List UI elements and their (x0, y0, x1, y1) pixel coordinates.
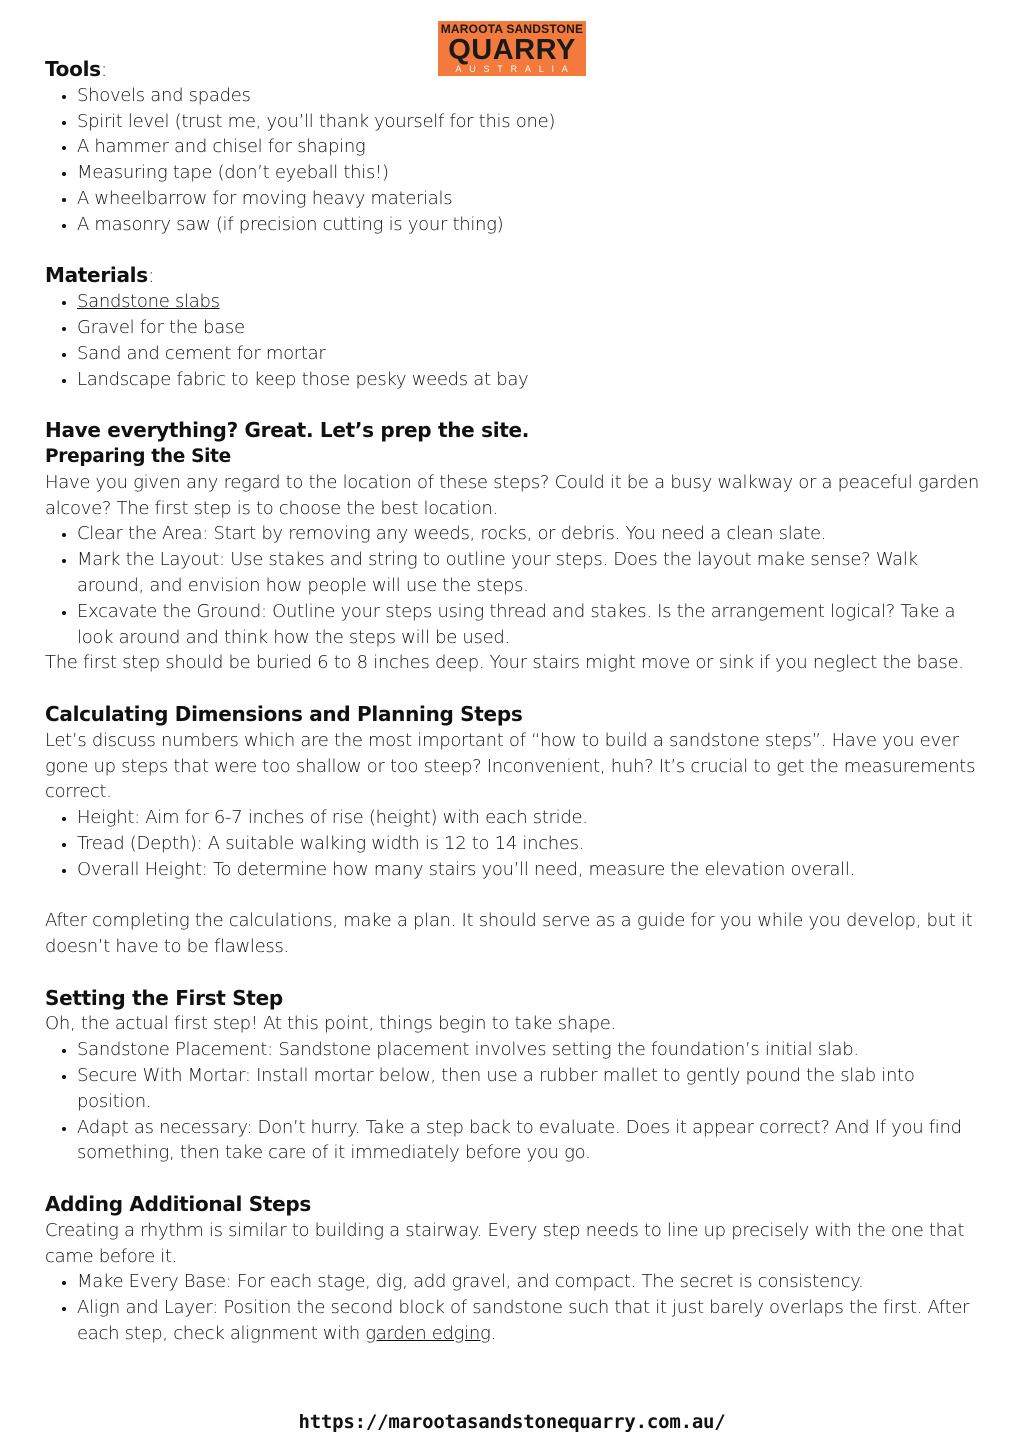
materials-heading: Materials: (45, 263, 155, 288)
garden-edging-link[interactable]: garden edging (365, 1323, 491, 1345)
list-item: • Height: Aim for 6-7 inches of rise (height) with each stride. (77, 805, 985, 831)
document-body (45, 57, 985, 1347)
list-item: • Landscape fabric to keep those pesky weeds at bay (77, 367, 985, 393)
list-item: • Overall Height: To determine how many stairs you’ll need, measure the elevation overall. (77, 857, 985, 883)
additional-list (45, 1269, 985, 1346)
first-step-list (45, 1037, 985, 1166)
prep-heading: Have everything? Great. Let’s prep the site. (45, 418, 530, 443)
list-item: • Align and Layer: Position the second block of sandstone such that it just barely overlaps the first. After each step, check alignment with garden edging. (77, 1295, 985, 1347)
list-item: • Measuring tape (don’t eyeball this!) (77, 160, 985, 186)
prep-list (45, 521, 985, 650)
list-item: • Excavate the Ground: Outline your steps using thread and stakes. Is the arrangement logical? Take a look around and think how the steps will be used. (77, 599, 985, 651)
list-item (77, 289, 985, 315)
first-step-heading: Setting the First Step (45, 985, 283, 1010)
dimensions-list (45, 805, 985, 882)
first-step-intro: Oh, the actual first step! At this point, things begin to take shape. (45, 1013, 616, 1035)
dimensions-intro: Let’s discuss numbers which are the most important of “how to build a sandstone steps”. Have you ever gone up steps that were too shallow or too steep? Inconvenient, huh? It’s crucial to get the measurements correct. (45, 729, 976, 803)
footer-url[interactable]: https://marootasandstonequarry.com.au/ (298, 1411, 726, 1433)
list-item: • A hammer and chisel for shaping (77, 134, 985, 160)
logo-line-2: QUARRY (448, 34, 576, 66)
list-item: • Tread (Depth): A suitable walking width is 12 to 14 inches. (77, 831, 985, 857)
prep-subheading: Preparing the Site (45, 445, 231, 467)
logo-line-1: MAROOTA SANDSTONE (440, 22, 584, 36)
logo-line-3: AUSTRALIA (455, 64, 576, 74)
list-item: • Mark the Layout: Use stakes and string to outline your steps. Does the layout make sense? Walk around, and envision how people will use the steps. (77, 547, 985, 599)
list-item: • Make Every Base: For each stage, dig, add gravel, and compact. The secret is consistency. (77, 1269, 985, 1295)
list-item: • Sand and cement for mortar (77, 341, 985, 367)
list-item: • Secure With Mortar: Install mortar below, then use a rubber mallet to gently pound the slab into position. (77, 1063, 985, 1115)
additional-heading: Adding Additional Steps (45, 1192, 312, 1217)
list-item: • A masonry saw (if precision cutting is your thing) (77, 212, 985, 238)
dimensions-outro: After completing the calculations, make a plan. It should serve as a guide for you while you develop, but it doesn’t have to be flawless. (45, 910, 973, 958)
dimensions-heading: Calculating Dimensions and Planning Steps (45, 701, 523, 726)
additional-intro: Creating a rhythm is similar to building a stairway. Every step needs to line up precisely with the one that came before it. (45, 1219, 965, 1267)
prep-intro: Have you given any regard to the location of these steps? Could it be a busy walkway or a peaceful garden alcove? The first step is to choose the best location. (45, 471, 979, 519)
tools-list (45, 83, 985, 238)
list-item: • Gravel for the base (77, 315, 985, 341)
list-item: • Spirit level (trust me, you’ll thank yourself for this one) (77, 109, 985, 135)
tools-heading: Tools: (45, 57, 108, 81)
list-item: • Sandstone Placement: Sandstone placement involves setting the foundation’s initial slab. (77, 1037, 985, 1063)
prep-outro: The first step should be buried 6 to 8 inches deep. Your stairs might move or sink if you neglect the base. (45, 652, 964, 674)
list-item: • Adapt as necessary: Don’t hurry. Take a step back to evaluate. Does it appear correct? And If you find something, then take care of it immediately before you go. (77, 1115, 985, 1167)
list-item: • Clear the Area: Start by removing any weeds, rocks, or debris. You need a clean slate. (77, 521, 985, 547)
materials-list (45, 289, 985, 392)
sandstone-slabs-link[interactable]: Sandstone slabs (77, 291, 220, 313)
list-item: • Shovels and spades (77, 83, 985, 109)
list-item: • A wheelbarrow for moving heavy materials (77, 186, 985, 212)
